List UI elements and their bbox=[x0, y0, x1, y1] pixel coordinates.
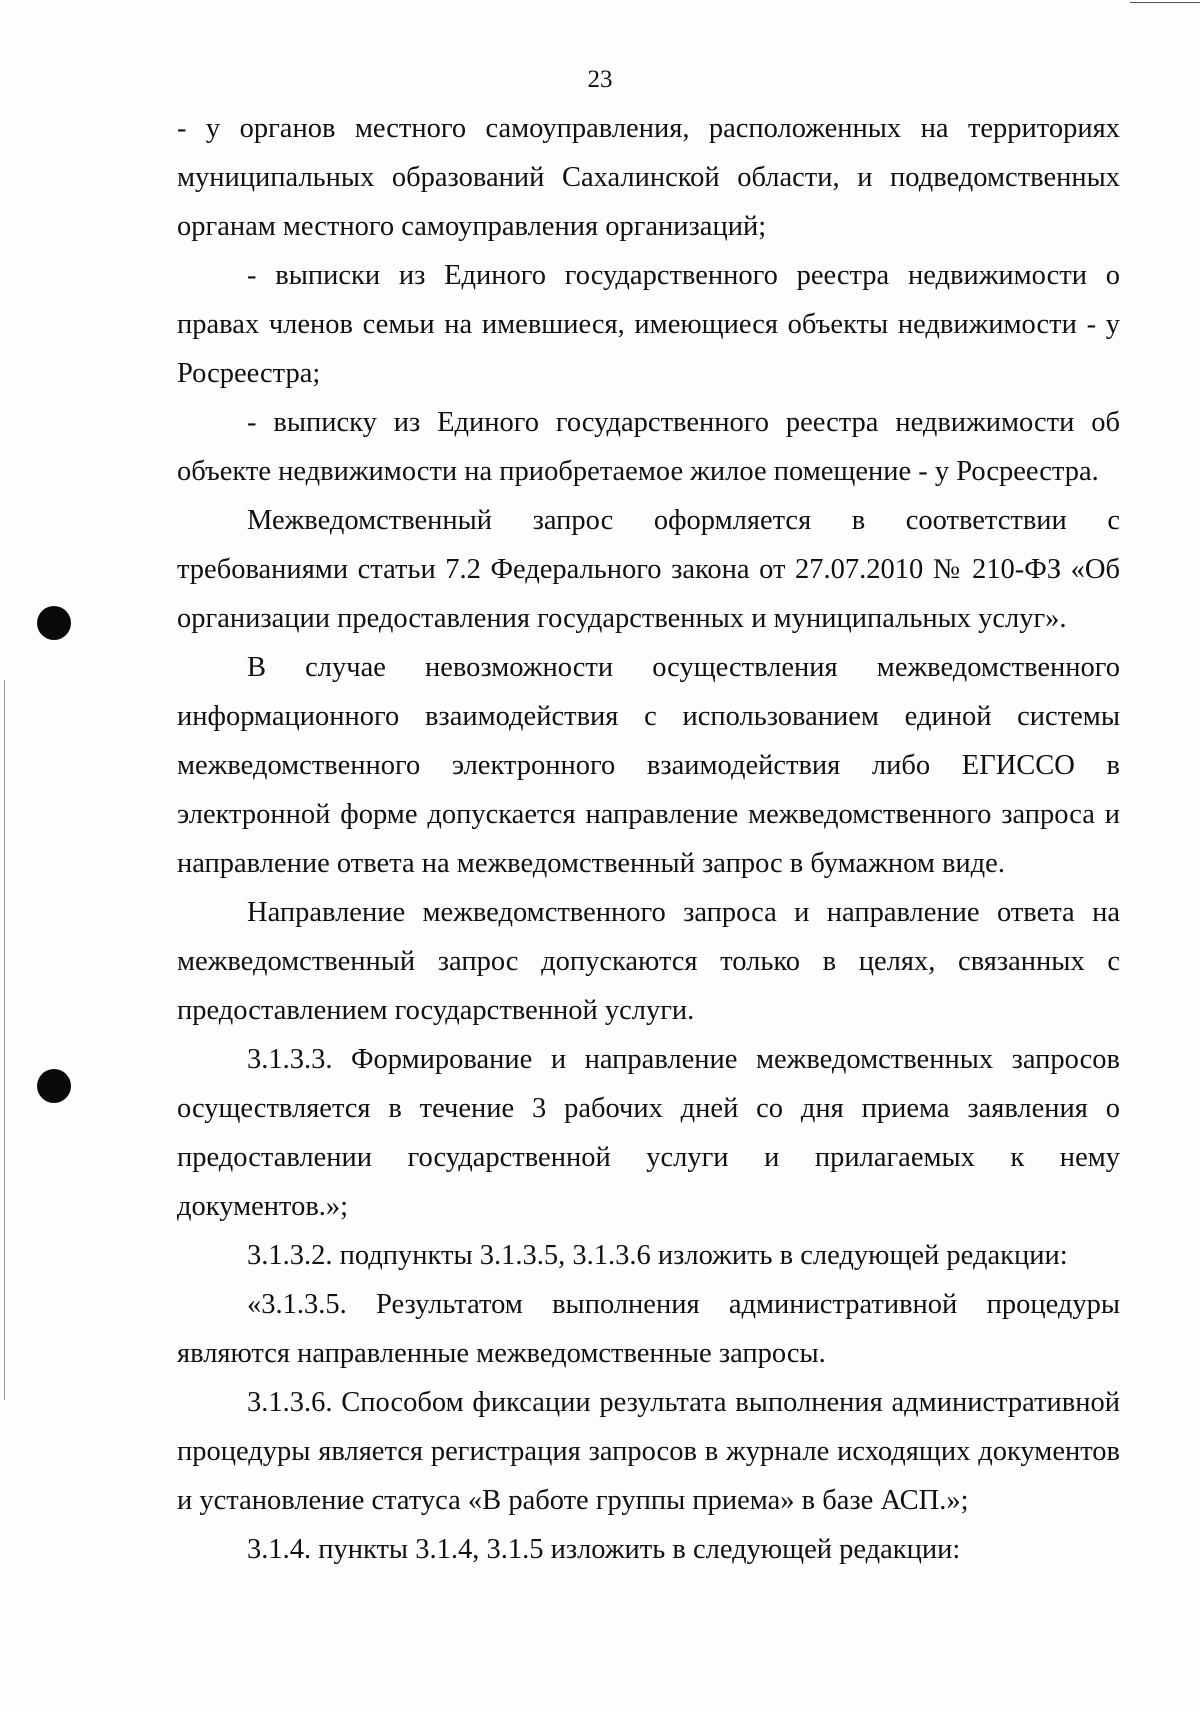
paragraph-egrn-acquired-property: - выписку из Единого государственного реестра недвижимости об объекте недвижимости на приобретаемое жилое помещение - у Росреестра. bbox=[177, 407, 1120, 487]
paragraph-egrn-family-rights: - выписки из Единого государственного реестра недвижимости о правах членов семьи на имевшиеся, имеющиеся объекты недвижимости - у Росреестра; bbox=[177, 260, 1120, 389]
document-body bbox=[177, 104, 1120, 1574]
paragraph-local-authorities: - у органов местного самоуправления, расположенных на территориях муниципальных образований Сахалинской области, и подведомственных органам местного самоуправления организаций; bbox=[177, 113, 1120, 242]
paragraph-3-1-4: 3.1.4. пункты 3.1.4, 3.1.5 изложить в следующей редакции: bbox=[247, 1534, 961, 1565]
punch-hole-top bbox=[37, 606, 71, 640]
paragraph-3-1-3-2: 3.1.3.2. подпункты 3.1.3.5, 3.1.3.6 изложить в следующей редакции: bbox=[247, 1240, 1068, 1271]
scan-corner-mark bbox=[1130, 2, 1200, 3]
paragraph-3-1-3-3: 3.1.3.3. Формирование и направление межведомственных запросов осуществляется в течение 3 рабочих дней со дня приема заявления о предоставлении государственной услуги и прилагаемых к нему документов.»; bbox=[177, 1044, 1120, 1222]
paragraph-3-1-3-5: «3.1.3.5. Результатом выполнения административной процедуры являются направленные межведомственные запросы. bbox=[177, 1289, 1120, 1369]
paragraph-interagency-request-format: Межведомственный запрос оформляется в соответствии с требованиями статьи 7.2 Федерального закона от 27.07.2010 № 210-ФЗ «Об организации предоставления государственных и муниципальных услуг». bbox=[177, 505, 1120, 634]
paragraph-paper-form-allowed: В случае невозможности осуществления межведомственного информационного взаимодействия с использованием единой системы межведомственного электронного взаимодействия либо ЕГИССО в электронной форме допускается направление межведомственного запроса и направление ответа на межведомственный запрос в бумажном виде. bbox=[177, 652, 1120, 879]
page-number: 23 bbox=[587, 66, 613, 93]
paragraph-3-1-3-6: 3.1.3.6. Способом фиксации результата выполнения административной процедуры является регистрация запросов в журнале исходящих документов и установление статуса «В работе группы приема» в базе АСП.»; bbox=[177, 1387, 1120, 1516]
scan-edge-line bbox=[4, 680, 5, 1400]
punch-hole-bottom bbox=[37, 1069, 71, 1103]
paragraph-request-purpose: Направление межведомственного запроса и направление ответа на межведомственный запрос допускаются только в целях, связанных с предоставлением государственной услуги. bbox=[177, 897, 1120, 1026]
